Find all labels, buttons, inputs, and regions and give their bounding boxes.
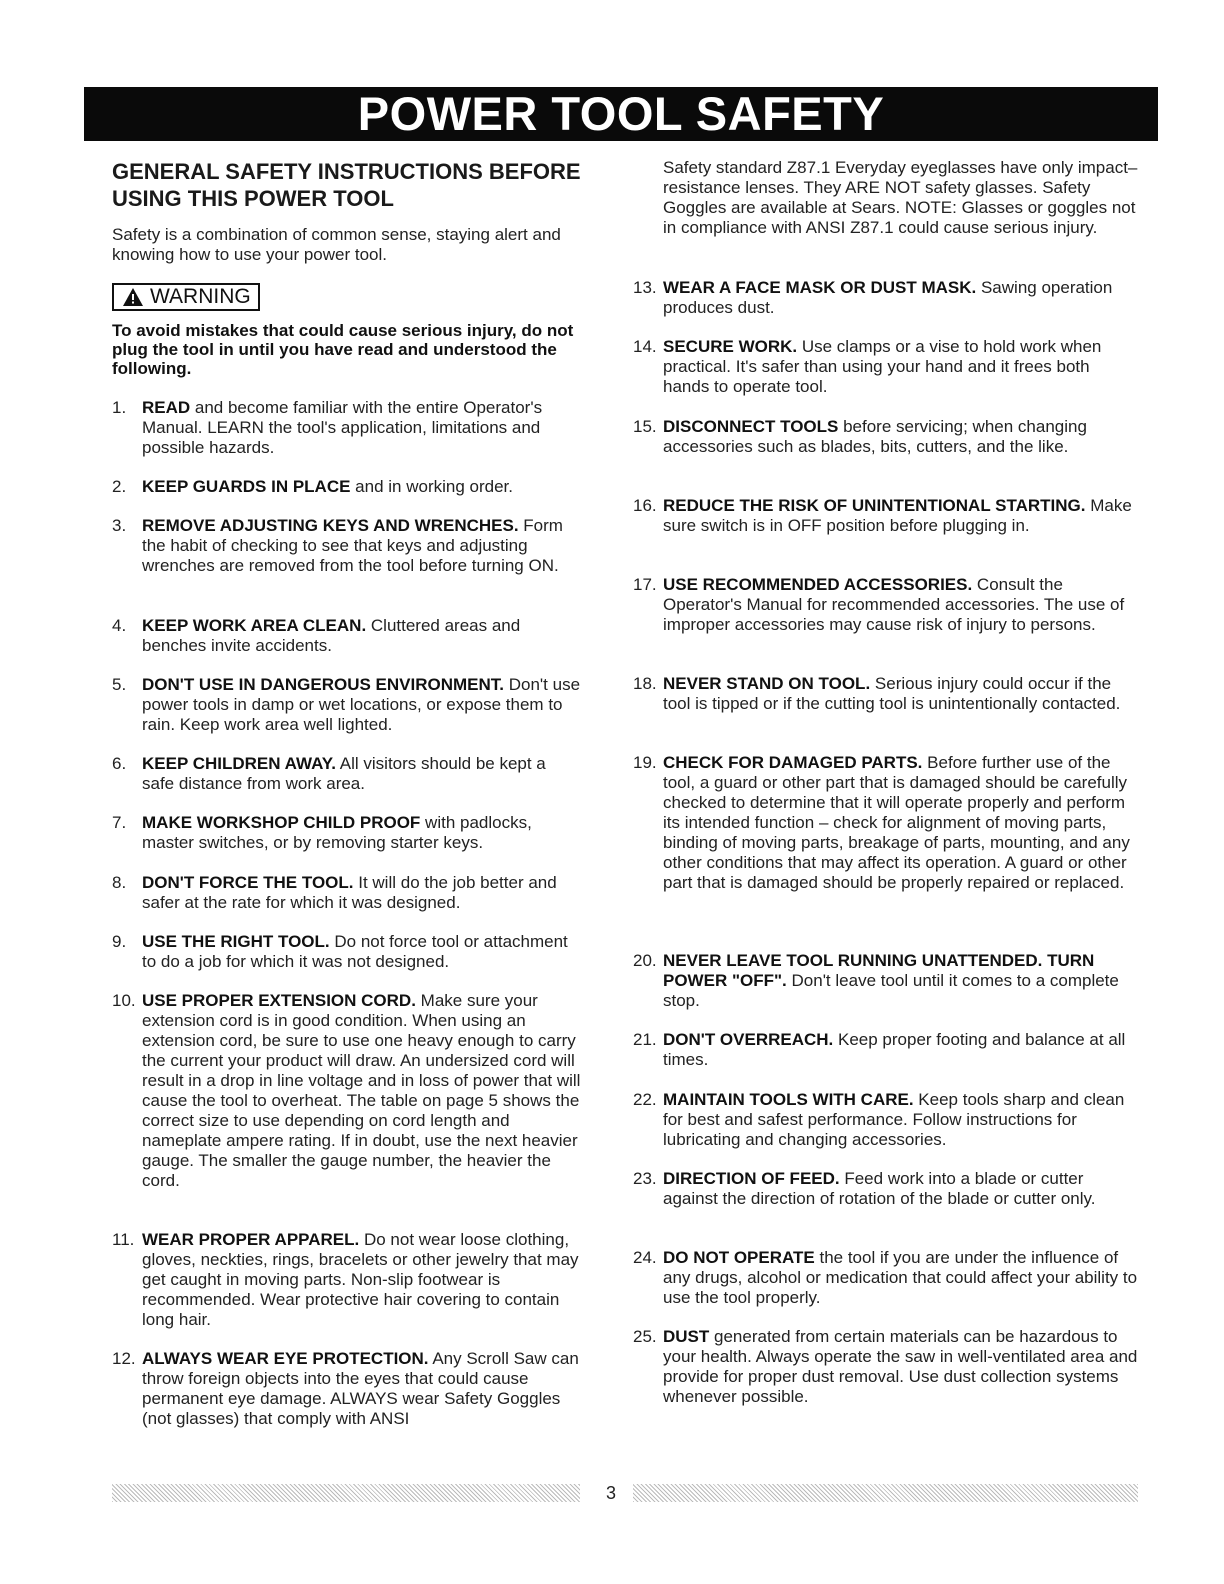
item-number: 24. (633, 1248, 657, 1267)
item-text: Don't leave tool until it comes to a complete stop. (663, 971, 1119, 1010)
instruction-item (633, 753, 1138, 893)
item-number: 18. (633, 674, 657, 693)
instruction-item (112, 1230, 582, 1330)
item-text: Form the habit of checking to see that keys and adjusting wrenches are removed from the tool before turning ON. (142, 516, 563, 575)
item-text: the tool if you are under the influence of any drugs, alcohol or medication that could affect your ability to use the tool properly. (663, 1248, 1138, 1307)
intro-text: Safety is a combination of common sense, staying alert and knowing how to use your power tool. (112, 225, 561, 264)
item-heading: USE RECOMMENDED ACCESSORIES. (663, 575, 973, 594)
item-number: 8. (112, 873, 127, 892)
item-text: Do not wear loose clothing, gloves, neckties, rings, bracelets or other jewelry that may get caught in moving parts. Non-slip footwear is recommended. Wear protective hair covering to contain long hair. (142, 1230, 579, 1329)
instruction-item (112, 398, 582, 458)
item-number: 2. (112, 477, 127, 496)
item-heading: READ (142, 398, 191, 417)
instruction-item (633, 951, 1138, 1011)
item-heading: DO NOT OPERATE (663, 1248, 815, 1267)
item-text: and in working order. (350, 477, 513, 496)
item-number: 22. (633, 1090, 657, 1109)
item-number: 13. (633, 278, 657, 297)
item-heading: DON'T FORCE THE TOOL. (142, 873, 354, 892)
item-number: 5. (112, 675, 127, 694)
warning-label: WARNING (150, 285, 251, 308)
item-number: 9. (112, 932, 127, 951)
instruction-item (633, 1169, 1138, 1209)
item-number: 15. (633, 417, 657, 436)
instruction-item (633, 1248, 1138, 1308)
item-number: 3. (112, 516, 127, 535)
item-text: Make sure your extension cord is in good condition. When using an extension cord, be sure to use one heavy enough to carry the current your product will draw. An undersized cord will result in a drop in line voltage and in loss of power that will cause the tool to overheat. The table on page 5 shows the correct size to use depending on cord length and nameplate ampere rating. If in doubt, use the next heavier gauge. The smaller the gauge number, the heavier the cord. (142, 991, 581, 1190)
instruction-item (112, 616, 582, 656)
item-heading: SECURE WORK. (663, 337, 798, 356)
item-text: Before further use of the tool, a guard or other part that is damaged should be carefully checked to determine that it will operate properly and perform its intended function – check for alignment of moving parts, binding of moving parts, breakage of parts, mounting, and any other conditions that may affect its operation. A guard or other part that is damaged should be properly repaired or replaced. (663, 753, 1130, 892)
item-heading: MAKE WORKSHOP CHILD PROOF (142, 813, 421, 832)
item-number: 10. (112, 991, 136, 1010)
item-text: Sawing operation produces dust. (663, 278, 1113, 317)
item-heading: DON'T USE IN DANGEROUS ENVIRONMENT. (142, 675, 505, 694)
item-number: 6. (112, 754, 127, 773)
item-text: Do not force tool or attachment to do a job for which it was not designed. (142, 932, 568, 971)
item-text: It will do the job better and safer at the rate for which it was designed. (142, 873, 557, 912)
item-text: Safety standard Z87.1 Everyday eyeglasses have only impact–resistance lenses. They ARE NOT safety glasses. Safety Goggles are available at Sears. NOTE: Glasses or goggles not in compliance with ANSI Z87.1 could cause serious injury. (663, 158, 1138, 237)
item-number: 14. (633, 337, 657, 356)
instruction-item (633, 1090, 1138, 1150)
instruction-item (112, 873, 582, 913)
instruction-item (633, 496, 1138, 536)
item-heading: REDUCE THE RISK OF UNINTENTIONAL STARTING. (663, 496, 1086, 515)
page-title: POWER TOOL SAFETY (84, 87, 1158, 141)
item-text: Any Scroll Saw can throw foreign objects into the eyes that could cause permanent eye damage. ALWAYS wear Safety Goggles (not glasses) that comply with ANSI (142, 1349, 579, 1428)
item-number: 11. (112, 1230, 135, 1249)
item-heading: CHECK FOR DAMAGED PARTS. (663, 753, 923, 772)
item-number: 20. (633, 951, 657, 970)
warning-badge (112, 283, 260, 311)
item-heading: NEVER STAND ON TOOL. (663, 674, 871, 693)
item-heading: DISCONNECT TOOLS (663, 417, 839, 436)
instruction-item (633, 278, 1138, 318)
item-number: 1. (112, 398, 127, 417)
instruction-item (633, 417, 1138, 457)
instruction-item (112, 991, 582, 1191)
item-number: 19. (633, 753, 657, 772)
item-heading: KEEP WORK AREA CLEAN. (142, 616, 367, 635)
item-heading: NEVER LEAVE TOOL RUNNING UNATTENDED. TURN POWER "OFF". (663, 951, 1095, 990)
item-text: Serious injury could occur if the tool is tipped or if the cutting tool is unintentionally contacted. (663, 674, 1121, 713)
item-heading: WEAR A FACE MASK OR DUST MASK. (663, 278, 977, 297)
instruction-item (112, 813, 582, 853)
item-text: Keep proper footing and balance at all times. (663, 1030, 1126, 1069)
item-text: Feed work into a blade or cutter against the direction of rotation of the blade or cutter only. (663, 1169, 1096, 1208)
item-heading: ALWAYS WEAR EYE PROTECTION. (142, 1349, 429, 1368)
instruction-item (112, 1349, 582, 1429)
instruction-item (663, 158, 1138, 238)
item-text: Make sure switch is in OFF position before plugging in. (663, 496, 1132, 535)
item-text: Cluttered areas and benches invite accidents. (142, 616, 521, 655)
item-number: 12. (112, 1349, 136, 1368)
instruction-item (633, 575, 1138, 635)
item-text: All visitors should be kept a safe distance from work area. (142, 754, 546, 793)
instruction-item (633, 1030, 1138, 1070)
item-heading: USE PROPER EXTENSION CORD. (142, 991, 416, 1010)
instruction-item (633, 674, 1138, 714)
item-number: 17. (633, 575, 657, 594)
item-number: 16. (633, 496, 657, 515)
item-heading: DON'T OVERREACH. (663, 1030, 834, 1049)
item-text: with padlocks, master switches, or by removing starter keys. (142, 813, 532, 852)
footer-pattern-right (633, 1484, 1138, 1502)
instruction-item (112, 477, 582, 497)
item-number: 25. (633, 1327, 657, 1346)
warning-text: To avoid mistakes that could cause serious injury, do not plug the tool in until you have read and understood the following. (112, 321, 574, 378)
instruction-item (633, 337, 1138, 397)
item-heading: DIRECTION OF FEED. (663, 1169, 840, 1188)
instruction-item (112, 932, 582, 972)
item-text: Don't use power tools in damp or wet locations, or expose them to rain. Keep work area well lighted. (142, 675, 581, 734)
item-heading: WEAR PROPER APPAREL. (142, 1230, 360, 1249)
item-number: 23. (633, 1169, 657, 1188)
item-text: generated from certain materials can be hazardous to your health. Always operate the saw in well-ventilated area and provide for proper dust removal. Use dust collection systems whenever possible. (663, 1327, 1138, 1406)
item-text: Consult the Operator's Manual for recommended accessories. The use of improper accessories may cause risk of injury to persons. (663, 575, 1125, 634)
warning-triangle-icon (122, 287, 144, 307)
instruction-item (112, 516, 582, 576)
item-text: before servicing; when changing accessories such as blades, bits, cutters, and the like. (663, 417, 1087, 456)
item-number: 7. (112, 813, 127, 832)
item-heading: REMOVE ADJUSTING KEYS AND WRENCHES. (142, 516, 519, 535)
section-heading: GENERAL SAFETY INSTRUCTIONS BEFORE USING THIS POWER TOOL (112, 159, 581, 211)
item-heading: KEEP CHILDREN AWAY. (142, 754, 336, 773)
item-heading: USE THE RIGHT TOOL. (142, 932, 330, 951)
instruction-item (633, 1327, 1138, 1407)
item-number: 4. (112, 616, 127, 635)
item-text: Keep tools sharp and clean for best and safest performance. Follow instructions for lubricating and changing accessories. (663, 1090, 1125, 1149)
item-heading: KEEP GUARDS IN PLACE (142, 477, 351, 496)
item-number: 21. (633, 1030, 657, 1049)
footer-pattern-left (112, 1484, 580, 1502)
instruction-item (112, 754, 582, 794)
item-text: and become familiar with the entire Operator's Manual. LEARN the tool's application, limitations and possible hazards. (142, 398, 543, 457)
item-text: Use clamps or a vise to hold work when practical. It's safer than using your hand and it frees both hands to operate tool. (663, 337, 1102, 396)
instruction-item (112, 675, 582, 735)
page-number: 3 (605, 1483, 616, 1503)
item-heading: DUST (663, 1327, 710, 1346)
item-heading: MAINTAIN TOOLS WITH CARE. (663, 1090, 914, 1109)
